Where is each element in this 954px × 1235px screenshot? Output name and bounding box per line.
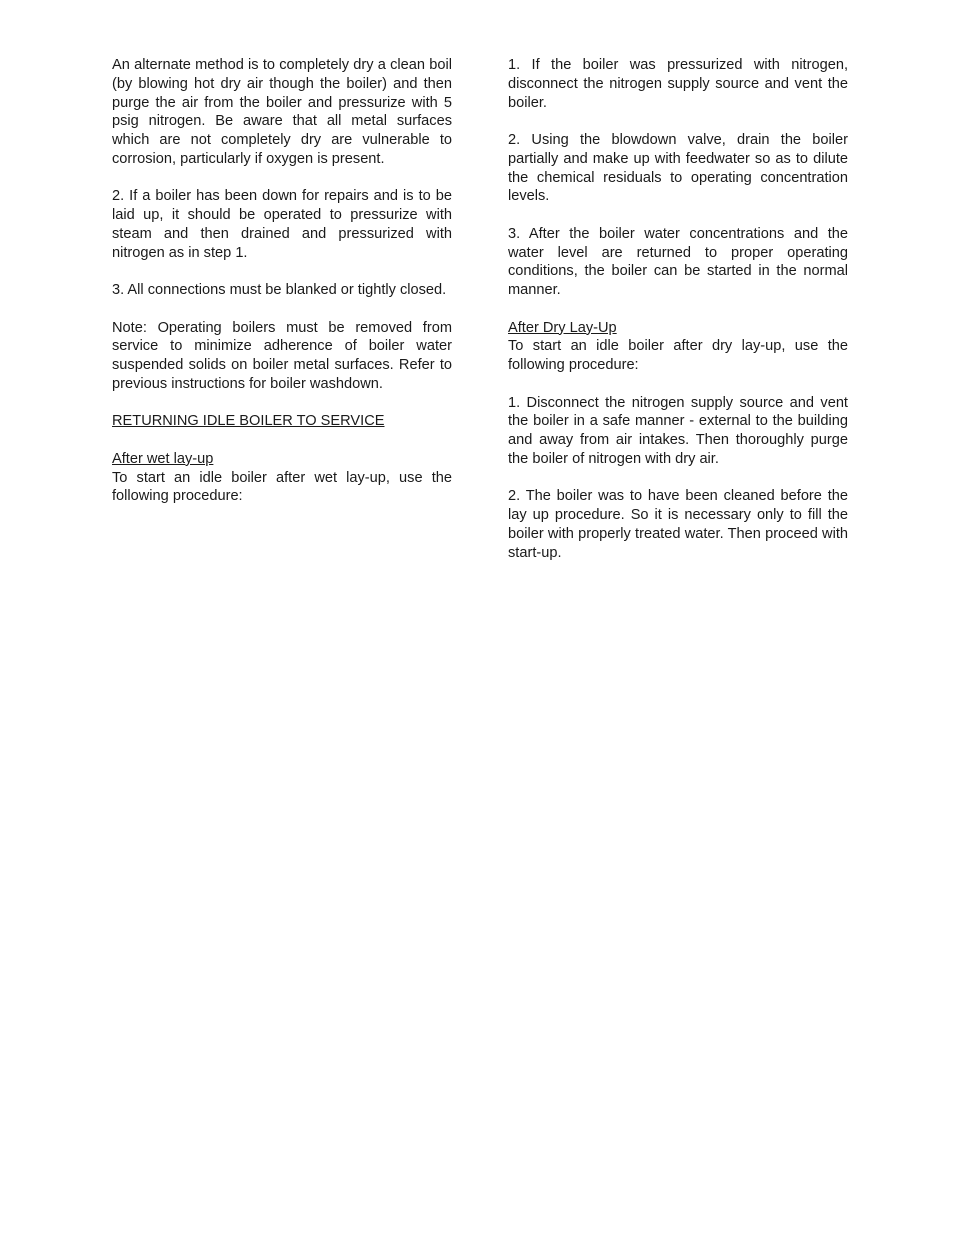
wet-step-2-paragraph: 2. Using the blowdown valve, drain the boiler partially and make up with feedwater so as to dilute the chemical residuals to operating concentration levels. xyxy=(508,132,848,205)
dry-layup-heading: After Dry Lay-Up xyxy=(508,319,617,336)
wet-step-3-paragraph: 3. After the boiler water concentrations and the water level are returned to proper operating conditions, the boiler can be started in the normal manner. xyxy=(508,225,848,298)
note-paragraph: Note: Operating boilers must be removed from service to minimize adherence of boiler water suspended solids on boiler metal surfaces. Refer to previous instructions for boiler washdown. xyxy=(112,319,452,392)
alternate-method-paragraph: An alternate method is to completely dry a clean boil (by blowing hot dry air though the boiler) and then purge the air from the boiler and pressurize with 5 psig nitrogen. Be aware that all metal surfaces which are not completely dry are vulnerable to corrosion, particularly if oxygen is present. xyxy=(112,57,452,167)
dry-step-2-paragraph: 2. The boiler was to have been cleaned before the lay up procedure. So it is necessary only to fill the boiler with properly treated water. Then proceed with start-up. xyxy=(508,488,848,561)
dry-layup-intro: To start an idle boiler after dry lay-up, use the following procedure: xyxy=(508,338,848,373)
down-for-repairs-paragraph: 2. If a boiler has been down for repairs and is to be laid up, it should be operated to pressurize with steam and then drained and pressurized with nitrogen as in step 1. xyxy=(112,188,452,261)
right-column xyxy=(508,56,848,562)
wet-layup-intro: To start an idle boiler after wet lay-up, use the following procedure: xyxy=(112,469,452,505)
dry-step-1-paragraph: 1. Disconnect the nitrogen supply source and vent the boiler in a safe manner - external to the building and away from air intakes. Then thoroughly purge the boiler of nitrogen with dry air. xyxy=(508,394,848,467)
wet-layup-heading: After wet lay-up xyxy=(112,450,214,467)
connections-paragraph: 3. All connections must be blanked or tightly closed. xyxy=(112,282,447,298)
left-column xyxy=(112,56,452,506)
wet-step-1-paragraph: 1. If the boiler was pressurized with nitrogen, disconnect the nitrogen supply source and vent the boiler. xyxy=(508,57,848,111)
section-heading: RETURNING IDLE BOILER TO SERVICE xyxy=(112,413,385,430)
